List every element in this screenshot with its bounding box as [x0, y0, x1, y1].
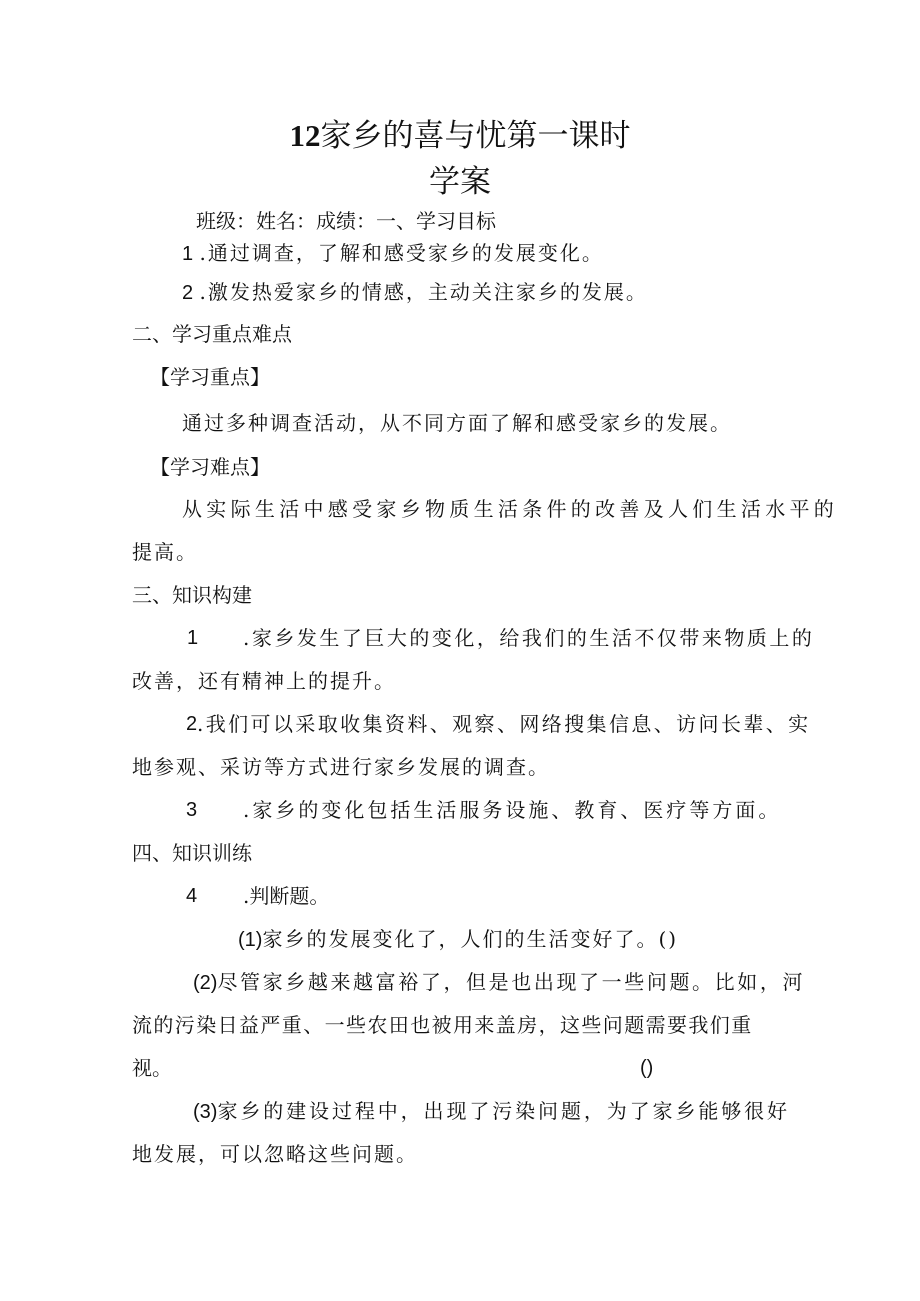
- question-3-number: (3): [193, 1101, 218, 1123]
- objective-1-text: .通过调查，了解和感受家乡的发展变化。: [199, 241, 604, 265]
- question-1-number: (1): [238, 929, 263, 951]
- question-2-answer-blank: (): [640, 1057, 654, 1079]
- difficulty-text-line-1: 从实际生活中感受家乡物质生活条件的改善及人们生活水平的: [182, 497, 839, 521]
- key-point-text: 通过多种调查活动，从不同方面了解和感受家乡的发展。: [182, 411, 732, 435]
- question-2-text-line-1: 尽管家乡越来越富裕了，但是也出现了一些问题。比如，河: [217, 970, 806, 994]
- page-subtitle: 学案: [429, 164, 491, 200]
- question-1-text: 家乡的发展变化了，人们的生活变好了。(): [262, 927, 679, 951]
- item-1-line-1: .家乡发生了巨大的变化，给我们的生活不仅带来物质上的: [243, 626, 815, 650]
- objective-2-text: .激发热爱家乡的情感，主动关注家乡的发展。: [199, 280, 648, 304]
- question-1: [238, 926, 678, 953]
- item-4-number: 4: [186, 885, 198, 907]
- question-2-line-1: [193, 969, 805, 996]
- question-2-line-3: 视。: [132, 1056, 172, 1080]
- section-4-heading: 四、知识训练: [132, 841, 252, 865]
- key-point-label: 【学习重点】: [150, 365, 270, 389]
- header-line: 班级：姓名：成绩：一、学习目标: [196, 209, 496, 233]
- page-title: [0, 116, 920, 156]
- item-2-number: 2: [186, 713, 198, 735]
- item-1-line-2: 改善，还有精神上的提升。: [132, 669, 396, 693]
- difficulty-text-line-2: 提高。: [132, 540, 198, 564]
- objective-1: [182, 240, 604, 267]
- objective-1-number: 1: [182, 243, 194, 265]
- question-2-line-2: 流的污染日益严重、一些农田也被用来盖房，这些问题需要我们重: [132, 1013, 753, 1037]
- objective-2-number: 2: [182, 282, 194, 304]
- difficulty-label: 【学习难点】: [150, 455, 270, 479]
- item-3-text: .家乡的变化包括生活服务设施、教育、医疗等方面。: [243, 798, 782, 822]
- item-2-line-1: .我们可以采取收集资料、观察、网络搜集信息、访问长辈、实: [197, 712, 811, 736]
- lesson-number: 12: [289, 118, 321, 153]
- question-3-text-line-1: 家乡的建设过程中，出现了污染问题，为了家乡能够很好: [217, 1099, 790, 1123]
- question-3-line-2: 地发展，可以忽略这些问题。: [132, 1142, 418, 1166]
- item-4-text: .判断题。: [243, 884, 330, 908]
- question-2-number: (2): [193, 972, 218, 994]
- section-2-heading: 二、学习重点难点: [132, 322, 292, 346]
- item-3-number: 3: [186, 799, 198, 821]
- item-2-line-2: 地参观、采访等方式进行家乡发展的调查。: [132, 755, 550, 779]
- section-3-heading: 三、知识构建: [132, 583, 252, 607]
- item-1-number: 1: [187, 627, 199, 649]
- question-3-line-1: [193, 1098, 790, 1125]
- objective-2: [182, 279, 648, 306]
- lesson-title: 家乡的喜与忧第一课时: [320, 118, 631, 154]
